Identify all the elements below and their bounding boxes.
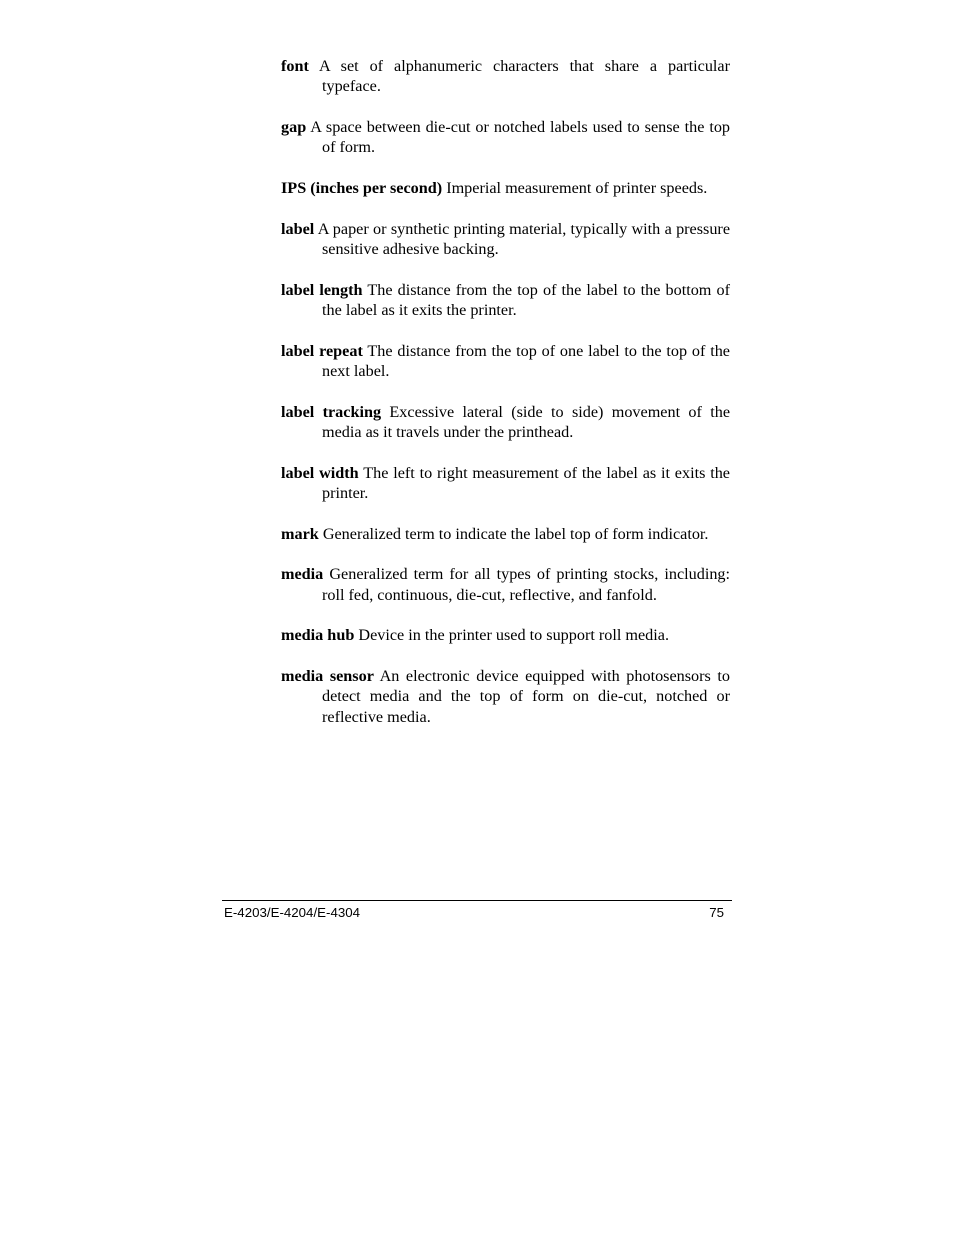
glossary-definition: Generalized term to indicate the label top of form indicator. [322,524,709,543]
glossary-term: label [281,219,315,238]
glossary-entry-ips [281,178,730,198]
glossary-entry-media-hub [281,625,730,645]
glossary-entry-mark [281,524,730,544]
page-footer [222,900,732,920]
glossary-term: mark [281,524,319,543]
glossary-term: label width [281,463,359,482]
glossary-entry-media-sensor [281,666,730,727]
glossary-entry-label-tracking [281,402,730,443]
glossary-entry-label-repeat [281,341,730,382]
glossary-term: label tracking [281,402,382,421]
glossary-entry-label-width [281,463,730,504]
glossary-term: label repeat [281,341,363,360]
glossary-definition: The distance from the top of the label to the bottom of the label as it exits the printer. [322,280,730,319]
glossary-definition: A set of alphanumeric characters that share a particular typeface. [318,57,730,96]
glossary-definition: Generalized term for all types of printing stocks, including: roll fed, continuous, die-cut, reflective, and fanfold. [322,565,731,604]
glossary-definition: The left to right measurement of the label as it exits the printer. [322,463,730,502]
glossary-term: media [281,565,324,584]
glossary-term: font [281,57,309,75]
glossary-definition: An electronic device equipped with photosensors to detect media and the top of form on die-cut, notched or reflective media. [322,666,730,726]
glossary-definition: Device in the printer used to support roll media. [358,626,670,645]
footer-model-number: E-4203/E-4204/E-4304 [224,905,361,920]
glossary-definition: A paper or synthetic printing material, typically with a pressure sensitive adhesive backing. [317,219,731,258]
glossary-definition: A space between die-cut or notched labels used to sense the top of form. [310,117,731,157]
glossary-term: media sensor [281,666,374,685]
glossary-term: IPS (inches per second) [281,178,443,197]
glossary-entry-label-length [281,280,730,321]
glossary-term: label length [281,280,363,299]
glossary-definition: The distance from the top of one label to the top of the next label. [322,341,730,380]
glossary-entry-gap [281,117,730,158]
glossary-entry-media [281,564,730,605]
page-number: 75 [709,905,724,920]
glossary-term: media hub [281,626,355,645]
glossary-term: gap [281,117,307,136]
glossary-entry-font [281,56,730,97]
glossary-entry-label [281,219,730,260]
glossary-definition: Imperial measurement of printer speeds. [446,178,708,197]
glossary-list [281,56,730,747]
glossary-definition: Excessive lateral (side to side) movement of the media as it travels under the printhead. [322,402,731,441]
